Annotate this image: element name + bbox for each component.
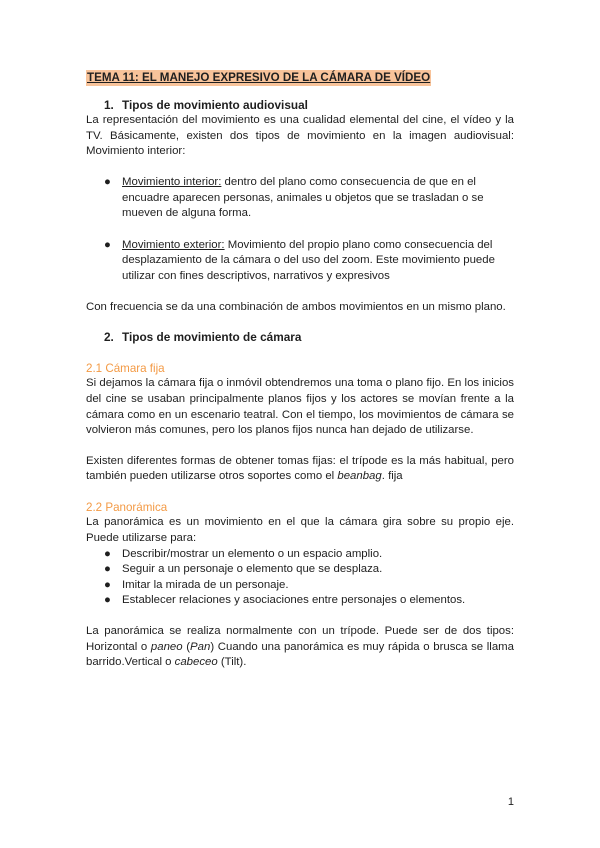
section-2-heading: [86, 330, 514, 346]
term-label: Movimiento exterior:: [122, 238, 225, 251]
emphasis-text: beanbag: [337, 470, 382, 483]
list-item-text: Seguir a un personaje o elemento que se desplaza.: [122, 563, 383, 576]
emphasis-text: Pan: [190, 640, 211, 653]
bullet-icon: ●: [104, 563, 111, 576]
emphasis-text: paneo: [150, 640, 183, 653]
section-1-number: 1.: [104, 97, 114, 112]
emphasis-text: cabeceo: [174, 656, 218, 669]
bullet-icon: ●: [104, 238, 111, 251]
list-item-text: Establecer relaciones y asociaciones entre personajes o elementos.: [122, 594, 466, 607]
bullet-icon: ●: [104, 594, 111, 607]
bullet-icon: ●: [104, 578, 111, 591]
list-item: [86, 238, 514, 285]
list-item: [86, 578, 514, 594]
subsection-2-2-heading: 2.2 Panorámica: [86, 500, 168, 514]
term-description: Movimiento del propio plano como consecuencia del desplazamiento de la cámara o del uso del zoom. Este movimiento puede utilizar con fines descriptivos, narrativos y expresivos: [122, 238, 495, 282]
list-item-text: Imitar la mirada de un personaje.: [122, 578, 289, 591]
section-2-title: Tipos de movimiento de cámara: [122, 330, 302, 345]
text-run: (Tilt).: [217, 656, 247, 669]
subsection-2-2-paragraph: [86, 624, 514, 671]
term-description: dentro del plano como consecuencia de que en el encuadre aparecen personas, animales u objetos que se trasladan o se mueven de alguna forma.: [122, 175, 484, 220]
section-1-outro: Con frecuencia se da una combinación de ambos movimientos en un mismo plano.: [86, 300, 506, 313]
text-run: ) Cuando una panorámica es muy rápida o brusca se llama barrido.Vertical o: [86, 640, 514, 669]
subsection-2-1-paragraph: Si dejamos la cámara fija o inmóvil obtendremos una toma o plano fijo. En los inicios del cine se usaban principalmente planos fijos y los actores se movían frente a la cámara como en un escenario teatral. Con el tiempo, los movimientos de cámara se volvieron más comunes, pero los planos fijos nunca han dejado de utilizarse.: [86, 377, 514, 437]
text-run: (: [182, 640, 191, 653]
panoramic-uses-list: [86, 547, 514, 609]
text-run: Existen diferentes formas de obtener tomas fijas: el trípode es la más habitual, pero también pueden utilizarse otros soportes como el: [86, 454, 514, 483]
section-2-number: 2.: [104, 330, 114, 345]
document-page: [86, 70, 514, 671]
section-1-heading: [86, 98, 514, 114]
list-item: [86, 175, 514, 222]
list-item: [86, 593, 514, 609]
section-1-title: Tipos de movimiento audiovisual: [122, 97, 308, 112]
term-label: Movimiento interior:: [122, 175, 222, 188]
text-run: . fija: [381, 470, 403, 483]
subsection-2-1-paragraph-2: [86, 454, 514, 485]
list-item: [86, 547, 514, 563]
subsection-2-2-intro: La panorámica es un movimiento en el que la cámara gira sobre su propio eje. Puede utilizarse para:: [86, 516, 514, 545]
subsection-2-1-heading: 2.1 Cámara fija: [86, 361, 165, 375]
bullet-icon: ●: [104, 175, 111, 188]
text-run: La panorámica se realiza normalmente con un trípode. Puede ser de dos tipos: Horizontal o: [86, 625, 514, 653]
document-title: TEMA 11: EL MANEJO EXPRESIVO DE LA CÁMARA DE VÍDEO: [87, 71, 431, 84]
bullet-icon: ●: [104, 547, 111, 560]
list-item: [86, 562, 514, 578]
page-number: 1: [507, 796, 514, 808]
movement-types-list: [86, 175, 514, 285]
list-item-text: Describir/mostrar un elemento o un espacio amplio.: [122, 547, 383, 560]
section-1-intro: La representación del movimiento es una cualidad elemental del cine, el vídeo y la TV. Básicamente, existen dos tipos de movimiento en la imagen audiovisual: Movimiento interior:: [86, 114, 514, 158]
